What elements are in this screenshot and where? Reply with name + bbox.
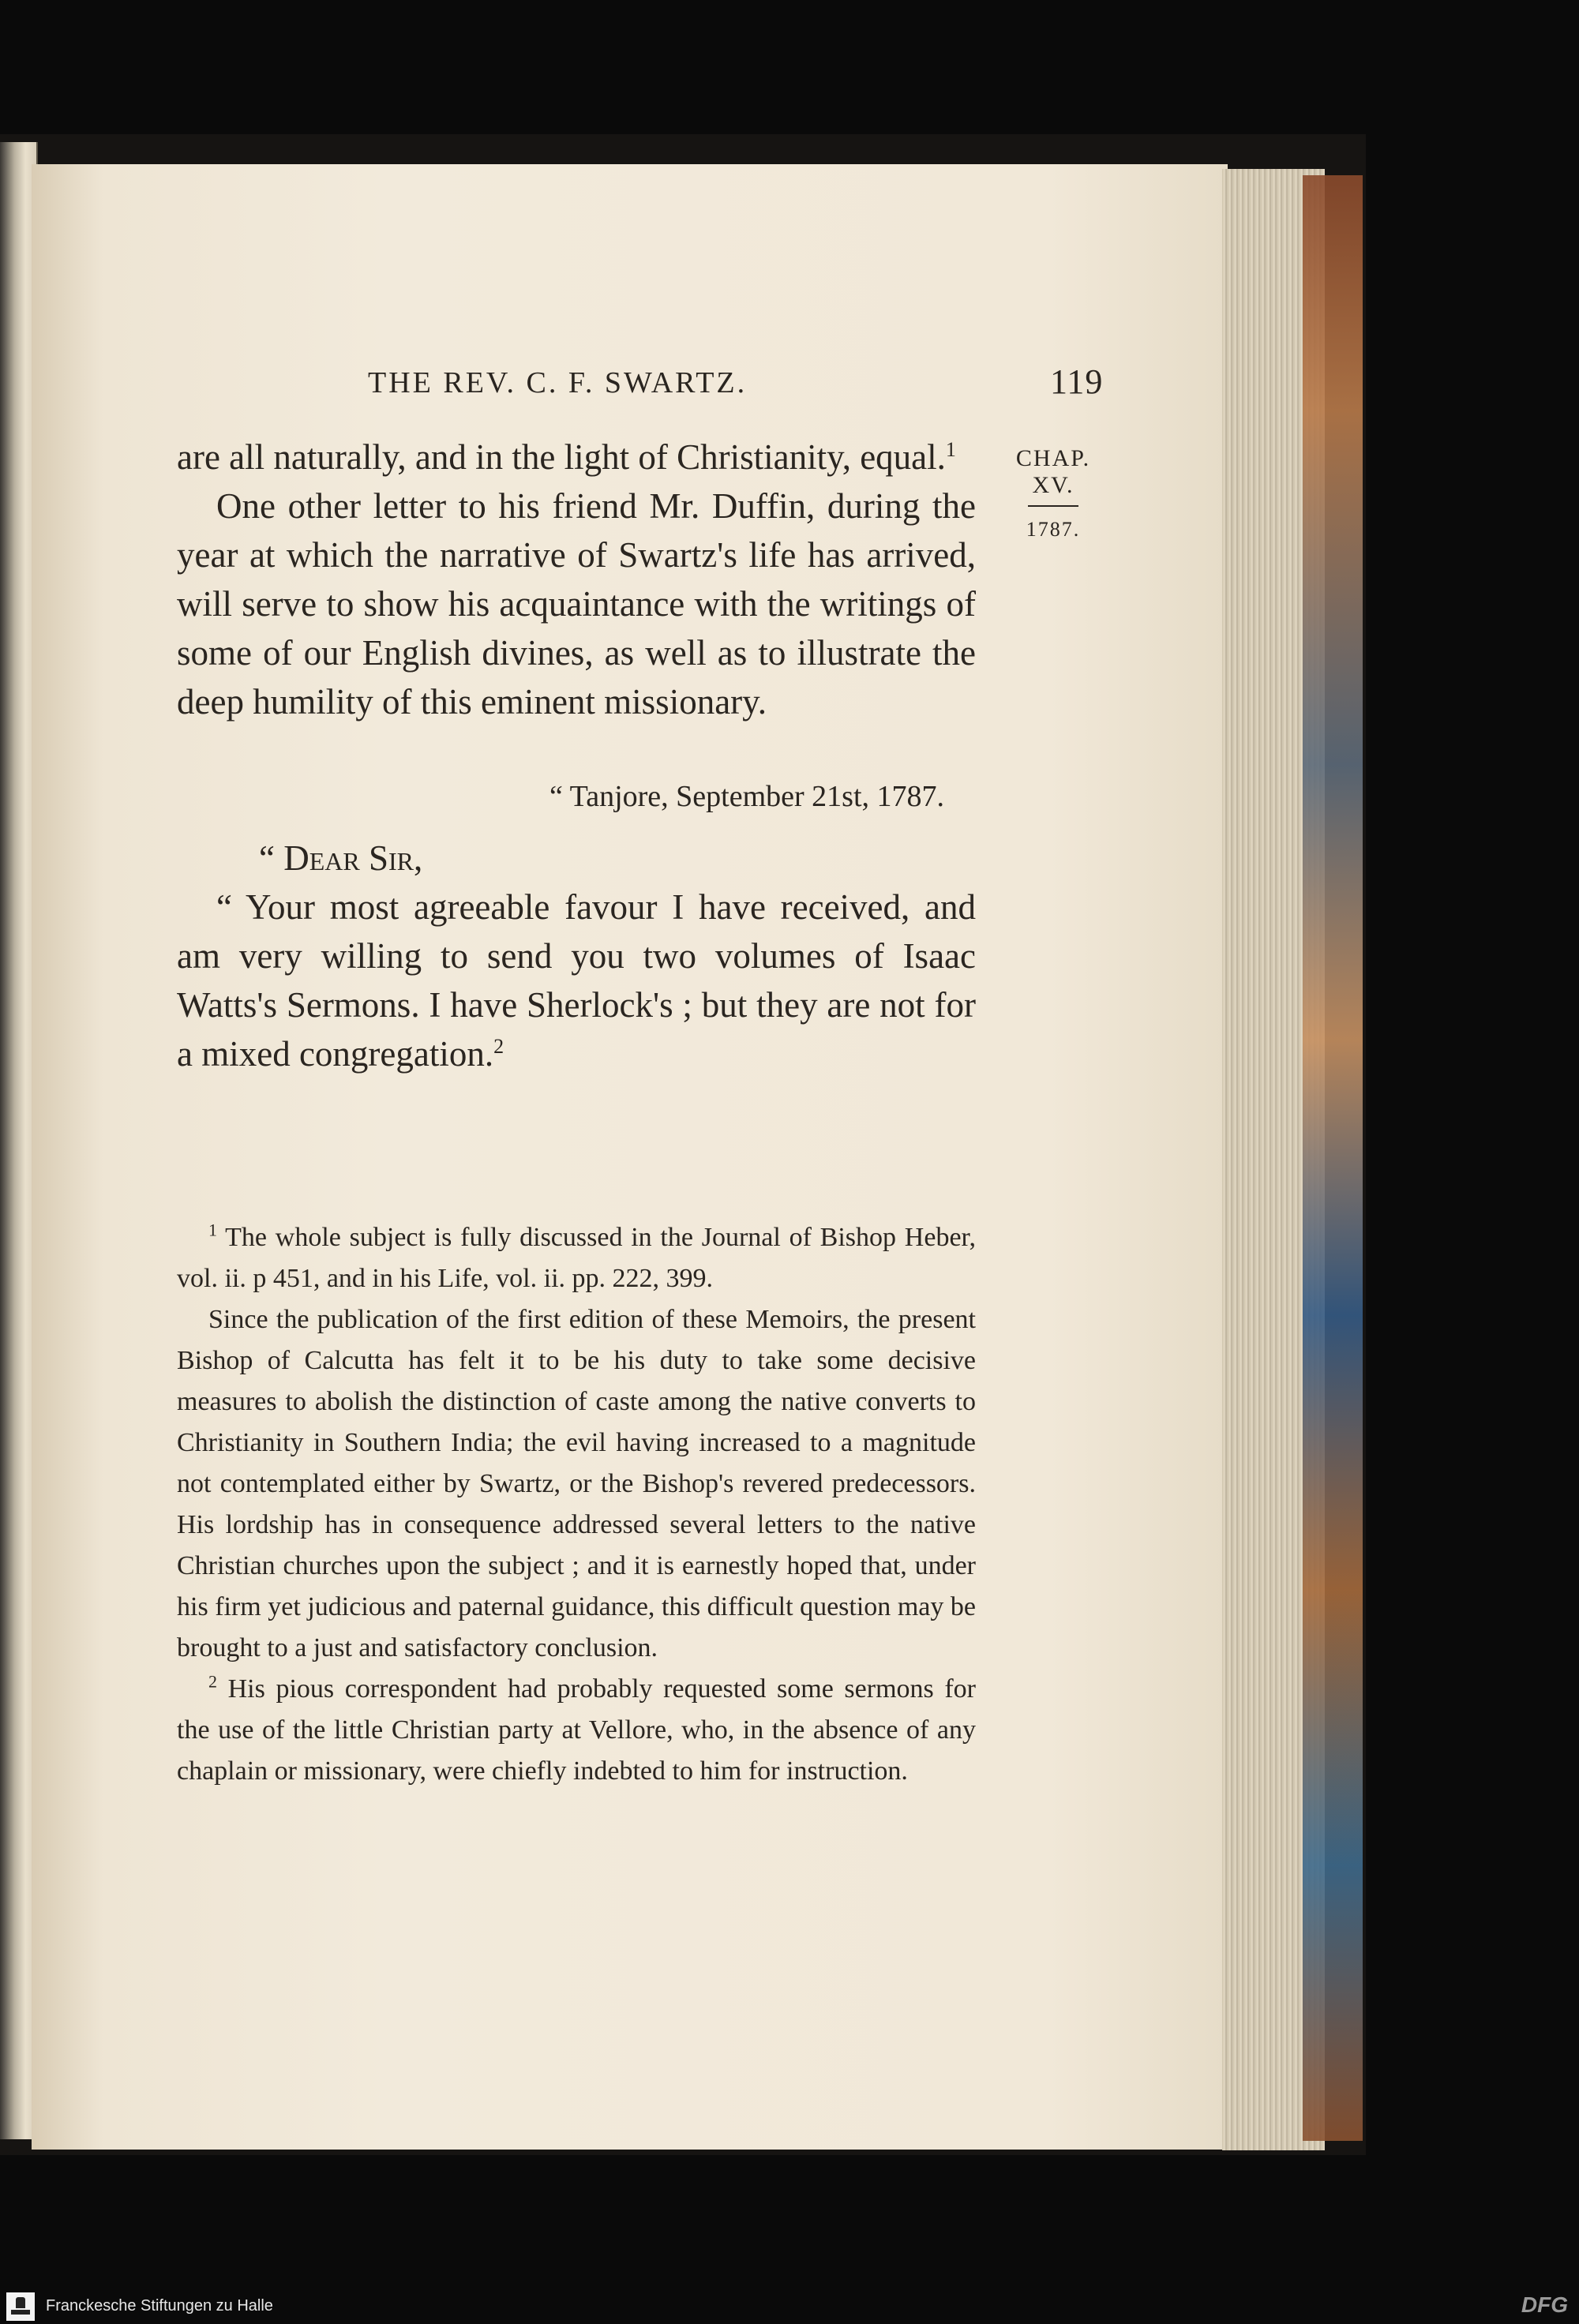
paragraph-3 [177, 883, 976, 1078]
letter-salutation: “ Dear Sir, [259, 838, 423, 878]
margin-rule [1028, 505, 1078, 507]
footnote-1-mark: 1 [208, 1220, 217, 1240]
footnotes [177, 1217, 976, 1792]
page-number: 119 [1050, 362, 1104, 401]
institution-logo-icon [6, 2292, 35, 2321]
footnote-2 [177, 1669, 976, 1792]
body-text [177, 433, 976, 1078]
footnote-2-mark: 2 [208, 1671, 217, 1692]
footnote-ref-2: 2 [493, 1035, 504, 1058]
footnote-2-text: His pious correspondent had probably requested some sermons for the use of the little Christian party at Vellore, who, in the absence of any chaplain or missionary, were chiefly indebted to him for instruction. [177, 1674, 977, 1786]
margin-note [1006, 445, 1101, 542]
running-head-title: THE REV. C. F. SWARTZ. [368, 366, 748, 399]
paragraph-1-text: are all naturally, and in the light of Christianity, equal. [177, 437, 946, 477]
dfg-logo: DFG [1521, 2292, 1568, 2317]
margin-year: 1787. [1026, 518, 1081, 541]
footnote-1-continuation: Since the publication of the first edition of these Memoirs, the present Bishop of Calcutta has felt it to be his duty to take some decisive measures to abolish the distinction of caste among the native converts to Christianity in Southern India; the evil having increased to a magnitude not contemplated either by Swartz, or the Bishop's revered predecessors. His lordship has in consequence addressed several letters to the native Christian churches upon the subject ; and it is earnestly hoped that, under his firm yet judicious and paternal guidance, this difficult question may be brought to a just and satisfactory conclusion. [177, 1305, 976, 1662]
margin-chap-label: CHAP. [1015, 445, 1091, 471]
footnote-1-text: The whole subject is fully discussed in the Journal of Bishop Heber, vol. ii. p 451, and in his Life, vol. ii. pp. 222, 399. [177, 1223, 976, 1293]
institution-credit: Franckesche Stiftungen zu Halle [46, 2297, 273, 2315]
paragraph-1 [177, 433, 976, 482]
paragraph-2: One other letter to his friend Mr. Duffin, during the year at which the narrative of Swartz's life has arrived, will serve to show his acquaintance with the writings of some of our English divines, as well as to illustrate the deep humility of this eminent missionary. [177, 486, 976, 722]
footnote-1 [177, 1217, 976, 1299]
footnote-ref-1: 1 [945, 438, 956, 461]
letter-dateline: “ Tanjore, September 21st, 1787. [549, 780, 944, 813]
margin-chap-number: XV. [1032, 472, 1075, 498]
marbled-edge [1303, 175, 1363, 2141]
paragraph-3-text: “ Your most agreeable favour I have received, and am very willing to send you two volumes of Isaac Watts's Sermons. I have Sherlock's ; but they are not for a mixed congregation. [177, 887, 976, 1074]
